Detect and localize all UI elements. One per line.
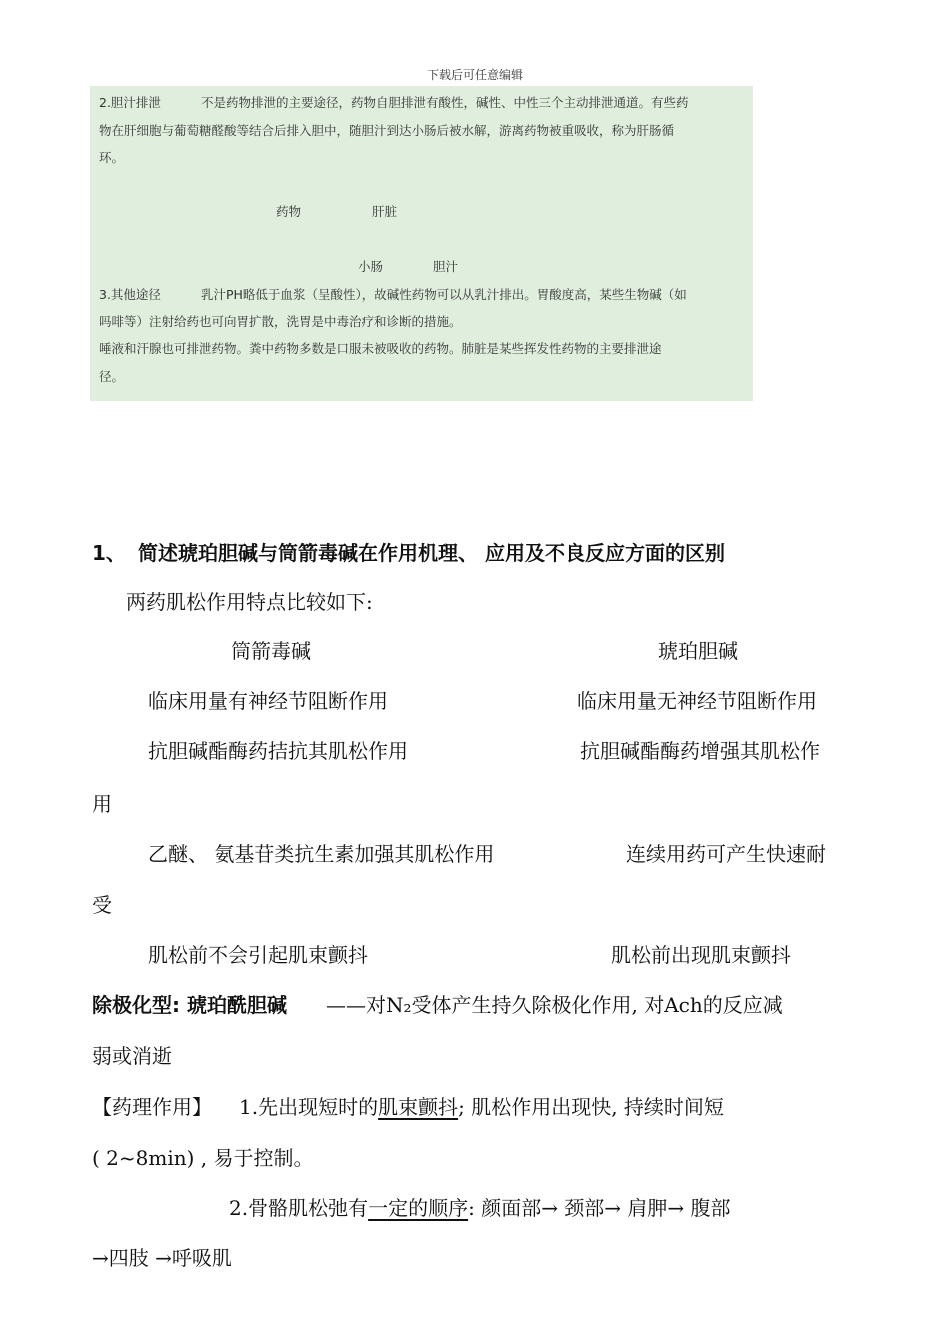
row4-left: 肌松前不会引起肌束颤抖 <box>148 943 368 967</box>
diagram-label-liver: 肝脏 <box>372 204 398 219</box>
depolarizing-heading: 除极化型: 琥珀酰胆碱 <box>92 993 287 1017</box>
row2-left: 抗胆碱酯酶药拮抗其肌松作用 <box>148 739 408 763</box>
depolarizing-text: ——对N₂受体产生持久除极化作用, 对Ach的反应减 <box>326 993 783 1017</box>
excerpt-label-other: 3.其他途径 <box>99 287 161 302</box>
excerpt-text: 环。 <box>99 150 125 165</box>
excerpt-text: 物在肝细胞与葡萄糖醛酸等结合后排入胆中，随胆汁到达小肠后被水解，游离药物被重吸收，称为肝肠循 <box>99 123 675 138</box>
excerpt-text: 唾液和汗腺也可排泄药物。粪中药物多数是口服未被吸收的药物。肺脏是某些挥发性药物的主要排泄途 <box>99 341 662 356</box>
row3-continuation: 受 <box>92 893 112 917</box>
question-number: 1、 <box>92 541 126 565</box>
diagram-label-drug: 药物 <box>276 204 302 219</box>
row1-right: 临床用量无神经节阻断作用 <box>577 689 817 713</box>
question-title: 简述琥珀胆碱与筒箭毒碱在作用机理、 应用及不良反应方面的区别 <box>138 541 725 565</box>
excerpt-text: 径。 <box>99 369 125 384</box>
row3-left: 乙醚、 氨基苷类抗生素加强其肌松作用 <box>148 842 495 866</box>
excerpt-text: 吗啡等）注射给药也可向胃扩散，洗胃是中毒治疗和诊断的措施。 <box>99 314 462 329</box>
pharmacology-point2-cont: →四肢 →呼吸肌 <box>92 1246 232 1270</box>
row2-continuation: 用 <box>92 792 112 816</box>
diagram-label-intestine: 小肠 <box>358 259 384 274</box>
col-head-succinylcholine: 琥珀胆碱 <box>658 639 738 663</box>
diagram-label-bile: 胆汁 <box>433 259 459 274</box>
pharmacology-text-cont: ( 2~8min) , 易于控制。 <box>92 1146 314 1170</box>
excerpt-text: 不是药物排泄的主要途径，药物自胆排泄有酸性，碱性、中性三个主动排泄通道。有些药 <box>201 95 689 110</box>
row3-right: 连续用药可产生快速耐 <box>626 842 826 866</box>
row1-left: 临床用量有神经节阻断作用 <box>148 689 388 713</box>
excerpt-label-bile: 2.胆汁排泄 <box>99 95 161 110</box>
row2-right: 抗胆碱酯酶药增强其肌松作 <box>580 739 820 763</box>
pharmacology-point2: 2.骨骼肌松弛有一定的顺序: 颜面部→ 颈部→ 肩胛→ 腹部 <box>229 1196 731 1220</box>
page-header: 下载后可任意编辑 <box>426 68 523 82</box>
excerpt-box <box>90 86 753 401</box>
row4-right: 肌松前出现肌束颤抖 <box>611 943 791 967</box>
excerpt-text: 乳汁PH略低于血浆（呈酸性），故碱性药物可以从乳汁排出。胃酸度高，某些生物碱（如 <box>201 287 687 302</box>
depolarizing-text-cont: 弱或消逝 <box>92 1044 172 1068</box>
pharmacology-text: 1.先出现短时的肌束颤抖; 肌松作用出现快, 持续时间短 <box>239 1095 724 1119</box>
intro-text: 两药肌松作用特点比较如下: <box>126 590 373 614</box>
col-head-tubocurarine: 筒箭毒碱 <box>231 639 311 663</box>
pharmacology-label: 【药理作用】 <box>92 1095 212 1119</box>
